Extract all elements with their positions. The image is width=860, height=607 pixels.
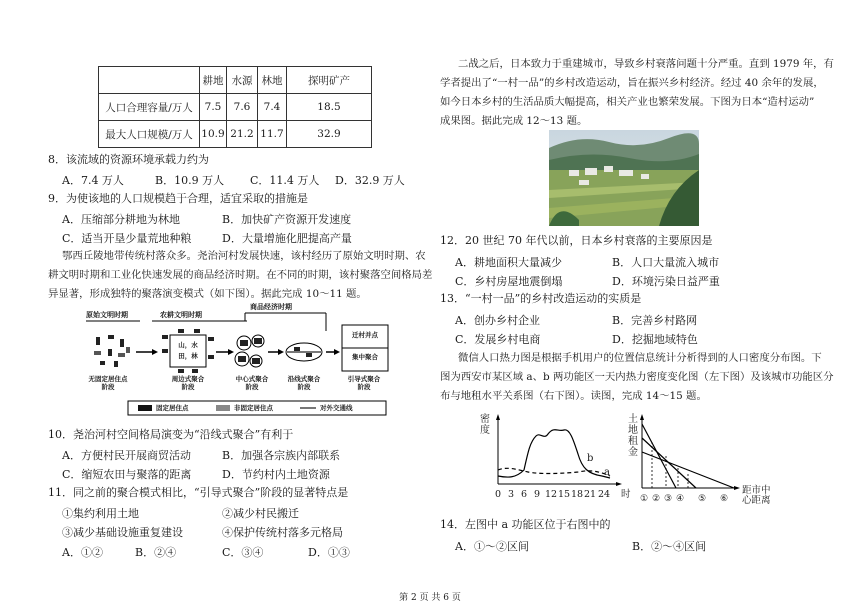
period-farming: 农耕文明时期 xyxy=(160,310,202,319)
q13-option-d[interactable]: D．挖掘地域特色 xyxy=(612,333,698,346)
passage2-line4: 成果图。据此完成 12～13 题。 xyxy=(440,115,588,127)
q10-option-c[interactable]: C．缩短农田与聚落的距离 xyxy=(62,468,192,481)
x-tick: ① xyxy=(640,494,649,504)
stage-label: 周边式聚合 阶段 xyxy=(171,375,205,391)
stage2-box-text: 山，水 田，林 xyxy=(178,341,198,360)
q11-option-d[interactable]: D．①③ xyxy=(308,546,350,559)
q13-stem: 13．“一村一品”的乡村改造运动的实质是 xyxy=(440,292,642,305)
passage3-line1: 微信人口热力图是根据手机用户的位置信息统计分析得到的人口密度分布图。下 xyxy=(458,352,822,364)
x-tick: 6 xyxy=(521,489,528,500)
q11-option-b[interactable]: B．②④ xyxy=(135,546,177,559)
q8-option-c[interactable]: C．11.4 万人 xyxy=(250,174,320,187)
q9-option-d[interactable]: D．大量增施化肥提高产量 xyxy=(222,232,352,245)
rent-y-label: 土地租金 xyxy=(628,414,638,458)
village-photo-image xyxy=(549,130,699,226)
legend-road-label: 对外交通线 xyxy=(320,404,353,412)
page-number: 第 2 页 共 6 页 xyxy=(399,593,461,603)
q8-option-b[interactable]: B．10.9 万人 xyxy=(155,174,225,187)
table-cell: 7.6 xyxy=(227,94,258,121)
table-header: 耕地 xyxy=(200,67,227,94)
table-cell: 7.4 xyxy=(258,94,287,121)
table-header: 林地 xyxy=(258,67,287,94)
x-tick: 3 xyxy=(508,489,515,500)
stage5-bottom-text: 集中聚合 xyxy=(352,353,378,361)
q9-option-a[interactable]: A．压缩部分耕地为林地 xyxy=(62,213,180,226)
table-cell: 32.9 xyxy=(287,121,372,148)
q8-stem: 8．该流域的资源环境承载力约为 xyxy=(48,153,209,166)
passage1-line3: 异显著，形成独特的聚落演变模式（如下图）。据此完成 10～11 题。 xyxy=(48,288,367,300)
q14-option-b[interactable]: B．②～④区间 xyxy=(632,540,707,553)
arrow-icon xyxy=(152,349,158,355)
stage1-scatter xyxy=(94,335,130,367)
x-tick: 21 xyxy=(584,489,597,500)
q11-item-1: ①集约利用土地 xyxy=(62,507,139,520)
x-tick: ③ xyxy=(664,494,673,504)
table-cell: 7.5 xyxy=(200,94,227,121)
x-tick: ⑥ xyxy=(720,494,729,504)
q11-item-2: ②减少村民搬迁 xyxy=(222,507,299,520)
q11-item-4: ④保护传统村落多元格局 xyxy=(222,526,343,539)
q12-option-a[interactable]: A．耕地面积大量减少 xyxy=(455,256,562,269)
x-tick: 15 xyxy=(558,489,571,500)
resource-table xyxy=(98,66,372,148)
q11-stem: 11．同之前的聚合模式相比，“引导式聚合”阶段的显著特点是 xyxy=(48,486,349,499)
table-cell: 最大人口规模/万人 xyxy=(99,121,200,148)
stage3-clusters xyxy=(235,335,264,367)
stage-label: 中心式聚合 阶段 xyxy=(235,375,269,391)
q13-option-a[interactable]: A．创办乡村企业 xyxy=(455,314,540,327)
q9-option-c[interactable]: C．适当开垦少量荒地种粮 xyxy=(62,232,192,245)
density-chart xyxy=(478,412,638,504)
q13-option-b[interactable]: B．完善乡村路网 xyxy=(612,314,698,327)
passage1-line2: 耕文明时期和工业化快速发展的商品经济时期。在不同的时期，该村聚落空间格局差 xyxy=(48,269,433,281)
q11-item-3: ③减少基础设施重复建设 xyxy=(62,526,183,539)
table-cell: 21.2 xyxy=(227,121,258,148)
x-tick: 0 xyxy=(495,489,502,500)
table-header-empty xyxy=(99,67,200,94)
q8-option-d[interactable]: D．32.9 万人 xyxy=(335,174,405,187)
q9-option-b[interactable]: B．加快矿产资源开发速度 xyxy=(222,213,352,226)
legend-fixed-label: 固定居住点 xyxy=(156,404,189,412)
table-cell: 18.5 xyxy=(287,94,372,121)
q12-option-d[interactable]: D．环境污染日益严重 xyxy=(612,275,720,288)
stage-label: 无固定居住点 阶段 xyxy=(88,375,128,391)
series-a-line xyxy=(498,468,610,476)
rent-x-label: 距市中心距离 xyxy=(742,485,771,506)
legend-nonfixed-swatch xyxy=(216,405,230,411)
x-tick: 18 xyxy=(571,489,584,500)
q12-stem: 12．20 世纪 70 年代以前，日本乡村衰落的主要原因是 xyxy=(440,234,713,247)
arrow-icon xyxy=(334,349,340,355)
q14-stem: 14．左图中 a 功能区位于右图中的 xyxy=(440,518,611,531)
village-photo xyxy=(549,130,699,226)
table-row xyxy=(99,94,372,121)
q11-option-c[interactable]: C．③④ xyxy=(222,546,264,559)
passage3-line2: 图为西安市某区域 a、b 两功能区一天内热力密度变化图（左下图）及该城市功能区分 xyxy=(440,371,834,383)
q14-option-a[interactable]: A．①～②区间 xyxy=(455,540,529,553)
q11-option-a[interactable]: A．①② xyxy=(62,546,103,559)
table-cell: 人口合理容量/万人 xyxy=(99,94,200,121)
q12-option-b[interactable]: B．人口大量流入城市 xyxy=(612,256,720,269)
x-tick: 24 xyxy=(598,489,611,500)
period-primitive: 原始文明时期 xyxy=(86,310,128,319)
q10-option-d[interactable]: D．节约村内土地资源 xyxy=(222,468,330,481)
stage5-top-text: 迁村并点 xyxy=(352,331,378,339)
passage2-line3: 如今日本乡村的生活品质大幅提高，相关产业也繁荣发展。下图为日本“造村运动” xyxy=(440,96,815,108)
q10-stem: 10．尧治河村空间格局演变为“沿线式聚合”有利于 xyxy=(48,428,294,441)
stage-label: 引导式聚合 阶段 xyxy=(347,375,381,391)
arrow-icon xyxy=(278,349,284,355)
q13-option-c[interactable]: C．发展乡村电商 xyxy=(455,333,541,346)
table-cell: 10.9 xyxy=(200,121,227,148)
legend-nonfixed-label: 非固定居住点 xyxy=(234,404,273,412)
q10-option-a[interactable]: A．方便村民开展商贸活动 xyxy=(62,449,191,462)
table-header: 水源 xyxy=(227,67,258,94)
q10-option-b[interactable]: B．加强各宗族内部联系 xyxy=(222,449,341,462)
passage2-line1: 二战之后，日本致力于重建城市，导致乡村衰落问题十分严重。直到 1979 年，有 xyxy=(458,58,834,70)
x-tick: ② xyxy=(652,494,661,504)
table-header: 探明矿产 xyxy=(287,67,372,94)
stage-label: 沿线式聚合 阶段 xyxy=(287,375,321,391)
q8-option-a[interactable]: A．7.4 万人 xyxy=(62,174,124,187)
legend-fixed-swatch xyxy=(138,405,152,411)
rent-line-1 xyxy=(642,424,676,488)
q12-option-c[interactable]: C．乡村房屋地震倒塌 xyxy=(455,275,563,288)
settlement-evolution-diagram xyxy=(82,302,402,425)
x-tick: 9 xyxy=(534,489,541,500)
passage2-line2: 学者提出了“一村一品”的乡村改造运动，旨在振兴乡村经济。经过 40 余年的发展， xyxy=(440,77,824,89)
series-a-label: a xyxy=(604,467,610,478)
x-tick: ⑤ xyxy=(698,494,707,504)
land-rent-chart xyxy=(626,412,786,512)
series-b-label: b xyxy=(587,453,594,464)
table-cell: 11.7 xyxy=(258,121,287,148)
x-unit: 时 xyxy=(621,489,631,500)
passage3-line3: 布与地租水平关系图（右下图）。读图，完成 14～15 题。 xyxy=(440,390,707,402)
passage1-line1: 鄂西丘陵地带传统村落众多。尧治河村发展快速，该村经历了原始文明时期、农 xyxy=(62,250,426,262)
x-tick: 12 xyxy=(545,489,558,500)
arrow-icon xyxy=(228,349,234,355)
q9-stem: 9．为使该地的人口规模趋于合理，适宜采取的措施是 xyxy=(48,192,308,205)
period-commodity: 商品经济时期 xyxy=(250,302,292,311)
table-row xyxy=(99,121,372,148)
density-y-label: 密度 xyxy=(480,414,490,436)
x-tick: ④ xyxy=(676,494,685,504)
